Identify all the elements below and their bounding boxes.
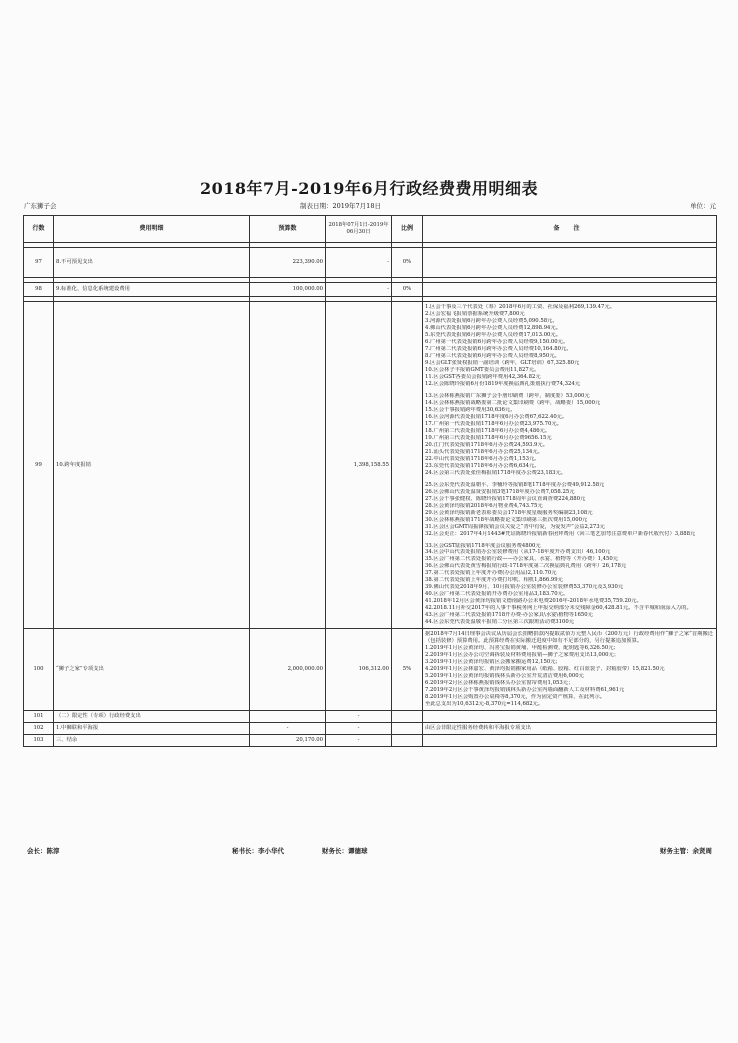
remark-line: 42.2018.11月补交2017年的人事干事税务网上申报交纳部分未交残障金60,428.81元。不含羊城和南涂入力的。: [425, 605, 692, 612]
remark-line: 23.东莞代表处报销1718年6月办公费6,634元。: [425, 462, 540, 469]
remark-line: 26.区会佛山代表处温贤安报销3笔1718年度办公费7,058.25元: [425, 488, 575, 495]
row-item: 1.中狮联和平海报: [54, 723, 250, 735]
remark-line: 1.2019年1月区会黄泽均、冯喜宝报销黄埔、甲醛检测费、配钥匙等6,326.50元；: [425, 645, 619, 652]
org-name: 广东狮子会: [24, 202, 57, 210]
row-budget: [250, 302, 326, 629]
row-item: （二）限定性（专项）行政经费支出: [54, 711, 250, 723]
row-budget: 20,170.00: [250, 735, 326, 747]
row-actual: 106,312.00: [326, 629, 392, 711]
row-actual: -: [326, 735, 392, 747]
remark-line: 5.2019年1月区会黄泽均报销钱林头新办公室开荒清洁费用6,000元: [425, 673, 584, 680]
remark-line: 24.区会第三代表处张佳梅报销1718年度办公费23,183元。: [425, 469, 567, 476]
row-item: 8.不可预见支出: [54, 248, 250, 278]
row-no: 102: [24, 723, 54, 735]
row-no: 98: [24, 283, 54, 297]
row-actual: -: [326, 283, 392, 297]
remark-line: 41.2018年12月区会黄泽均报销文德南路办公未电费2016年-2018年水电费35,759.20元。: [425, 598, 642, 605]
table-row: [24, 711, 717, 723]
row-ratio: [392, 711, 423, 723]
remark-line: 7.广州第二代表处报销6月跨年办公费人员经费10,164.80元。: [425, 345, 572, 352]
remark-line: 38.第二代表处报销上年度开办费打印机、相机1,866.99元: [425, 577, 563, 584]
footer-treasurer: 财务长：谭德球: [322, 847, 368, 855]
row-ratio: [392, 302, 423, 629]
remark-line: 6.广州第一代表处报销6月跨年办公费人员经费9,150.00元。: [425, 338, 569, 345]
remark-line: 13.区会林栋燕报销广东狮子会手册印刷费（跨年，制度委）53,000元: [425, 392, 590, 399]
row-actual: 1,398,158.55: [326, 302, 392, 629]
row-remarks: [423, 302, 717, 629]
col-item: 费用明细: [54, 216, 250, 243]
remark-line: 至此总支出为10,6312元-8,370元=114,682元。: [425, 701, 544, 708]
remark-line: 9.区会GLT张贤权报销一副培训（跨年，GLT培训）67,325.80元: [425, 359, 580, 366]
row-ratio: 5%: [392, 629, 423, 711]
row-remarks: [423, 629, 717, 711]
remark-line: 37.第二代表处报销上年度开办费(办公用品)2,110.70元: [425, 570, 557, 577]
footer-finance: 财务主管：余贤周: [660, 847, 712, 855]
remark-line: 32.区会更正：2017年4月1443#凭证陈晓玲报销新春团拜费用（回三笔艺加弯注意费单户新春代收代付）3,888元: [425, 530, 696, 537]
remark-line: 5.东莞代表处报销6月跨年办公费人员经费17,013.00元。: [425, 331, 562, 338]
row-remarks: [423, 283, 717, 297]
remark-line: 7.2019年2月区会干事黄泽均报销钱林头新办公室内墙面翻新人工及材料费61,961元: [425, 687, 625, 694]
row-no: 100: [24, 629, 54, 711]
remark-line: 18.广州第二代表处报销1718年6月办公费4,486元。: [425, 427, 551, 434]
footer-president: 会长：陈淳: [27, 847, 60, 855]
remark-line: 28.区会黄泽均报销2018年6月物业费4,743.75元: [425, 502, 543, 509]
footer-secretary: 秘书长：李小华代: [232, 847, 284, 855]
remark-line: 43.区会广州第二代表处报销1718开办费-办公家具\水宴\植物等1650元: [425, 612, 593, 619]
col-budget: 预算数: [250, 216, 326, 243]
remark-line: 25.区会东莞代表处温朝平、李楠玲等报销8笔1718年度办公费49,912.58元: [425, 481, 605, 488]
row-item: “狮子之家”专项支出: [54, 629, 250, 711]
row-ratio: [392, 735, 423, 747]
remark-line: 17.广州第一代表处报销1718年6月办公费23,975.70元。: [425, 420, 562, 427]
row-remarks: 由区会非限定性服务经费转和平海报专项支出: [423, 723, 717, 735]
table-row: [24, 283, 717, 297]
remark-line: 16.区会河源代表处报销1718年度6月办公费67,622.40元。: [425, 413, 568, 420]
row-no: 101: [24, 711, 54, 723]
table-row: [24, 248, 717, 278]
remark-line: 39.佛山代表处2018年9月、10月报销办公室装修办公室装修费53,370元及3,930元: [425, 584, 624, 591]
col-remarks: 备 注: [423, 216, 717, 243]
remark-line: 10.区会林子丰报销GMT委员会费用11,827元。: [425, 366, 540, 373]
row-remarks: [423, 248, 717, 278]
remark-line: 31.区会区会GMT周振锋报销会员关爱之“青中有爱，为爱发声”会益2,273元: [425, 523, 605, 530]
remark-line: 21.汕头代表处报销1718年6月办公费25,134元。: [425, 448, 543, 455]
remark-line: 19.广州第三代表处报销1718年6月办公费9656.15元: [425, 434, 552, 441]
table-row: [24, 723, 717, 735]
remark-line: 15.区会干事报销跨年费用30,636元。: [425, 406, 516, 413]
remark-line: 4.2019年1月区会林嘉宏、黄泽均报销搬家用品（纸箱、胶箱、红白蓝袋子、封箱胶带）15,821.50元: [425, 666, 665, 673]
row-ratio: [392, 723, 423, 735]
table-row: [24, 629, 717, 711]
row-ratio: 0%: [392, 283, 423, 297]
remark-line: 3.河源代表处报销6月跨年办公费人员经费5,090.58元。: [425, 317, 558, 324]
remark-line: 29.区会黄泽均报销新老表彰委员会1718年度星级服务奖编制23,108元: [425, 509, 593, 516]
row-ratio: 0%: [392, 248, 423, 278]
remark-line: 34.区会中山代表处报销办公室装修费用（从17-18年度开办费支出）46,100元: [425, 549, 611, 556]
remark-line: 30.区会林栋燕报销1718年战略委论文集印刷第三批次费用15,000元: [425, 516, 588, 523]
col-ratio: 比例: [392, 216, 423, 243]
remark-line: 44.区会东莞代表处温敬平报销二分区第三次跟班活动费3100元: [425, 619, 575, 626]
col-row-no: 行数: [24, 216, 54, 243]
table-header-row: [24, 216, 717, 243]
remark-line: 2.2019年1月区会办公司空调拆装及材料费用报销—狮子之家费用支出13,000元；: [425, 652, 620, 659]
remark-line: 4.佛山代表处报销6月跨年办公费人员经费12,898.94元。: [425, 324, 562, 331]
row-budget: 223,390.00: [250, 248, 326, 278]
remark-line: 33.区会GST陆报销1718年度会议服务费4800元: [425, 542, 541, 549]
table-row: [24, 735, 717, 747]
row-item: 10.跨年度报销: [54, 302, 250, 629]
remark-line: 22.中山代表处报销1718年6月办公费1,153元。: [425, 455, 540, 462]
remark-line: 8.2019年1月区会购置办公桌椅等8,370元，作为固定资产核算，在此列示。: [425, 694, 606, 701]
row-actual: -: [326, 711, 392, 723]
remark-line: 12.区会陈晓玲报销6月份1819年度换届典礼策划执行费74,324元: [425, 380, 581, 387]
remark-line: 40.区会广州第二代表处报销开办费办公室用品3,183.70元。: [425, 591, 569, 598]
row-actual: -: [326, 248, 392, 278]
row-remarks: [423, 735, 717, 747]
row-item: 9.标准化、信息化系统建设费用: [54, 283, 250, 297]
row-budget: 100,000.00: [250, 283, 326, 297]
remark-line: 36.区会佛山代表处黄雪梅报销行政-1718年度第二次换届典礼费用（跨年）26,178元: [425, 563, 627, 570]
row-actual: -: [326, 723, 392, 735]
remark-line: 6.2019年2月区会林栋燕报销钱林头办公室窗帘费用1,053元；: [425, 680, 574, 687]
remark-line: 2.区会宏福飞报销票据系统升级费7,800元: [425, 310, 525, 317]
row-budget: 2,000,000.00: [250, 629, 326, 711]
remark-line: 1.区会干事及三个代表处（筹）2018年6月的工资、社保及福利269,139.47元。: [425, 304, 615, 310]
remark-line: 20.江门代表处报销1718年6月办公费24,593.9元。: [425, 441, 549, 448]
remark-line: 27.区会干事张健权、陈晓玲报销1718周年会议直调查费224,880元: [425, 495, 586, 502]
row-no: 103: [24, 735, 54, 747]
col-period: 2018年07月1日-2019年06月30日: [326, 216, 392, 243]
page-title: 2018年7月-2019年6月行政经费费用明细表: [200, 179, 538, 198]
row-budget: -: [250, 723, 326, 735]
unit-label: 单位：元: [690, 202, 716, 210]
remark-line: 8.广州第三代表处报销6月跨年办公费人员经费8,950元。: [425, 352, 560, 359]
table-row: [24, 302, 717, 629]
remark-line: 3.2019年1月区会黄泽均报销区会搬家搬运费12,150元；: [425, 659, 561, 666]
row-budget: [250, 711, 326, 723]
remark-line: 据2018年7月14日理事会决议从历届会长捐赠捐款内提取贰佰万元整人民币（200万元）行政经费用作“狮子之家”首期搬迁（包括装修）预算费用。此预算经费在实际搬迁进度中如有不足部分的，另行提案追加预算。: [425, 631, 714, 645]
made-date: 制表日期：2019年7月18日: [300, 202, 381, 210]
expense-table: [23, 215, 717, 747]
row-no: 97: [24, 248, 54, 278]
remark-line: 11.区会GST各委员会报销跨年费用42,364.82元: [425, 373, 541, 380]
row-remarks: [423, 711, 717, 723]
row-no: 99: [24, 302, 54, 629]
remark-line: 35.区会广州第二代表处报销行政——办公家具、水宴、植物等（开办费）1,450元: [425, 556, 619, 563]
row-item: 三、结余: [54, 735, 250, 747]
remark-line: 14.区会林栋燕报销战略委第二批论文集印刷费（跨年，战略委）15,000元: [425, 399, 601, 406]
